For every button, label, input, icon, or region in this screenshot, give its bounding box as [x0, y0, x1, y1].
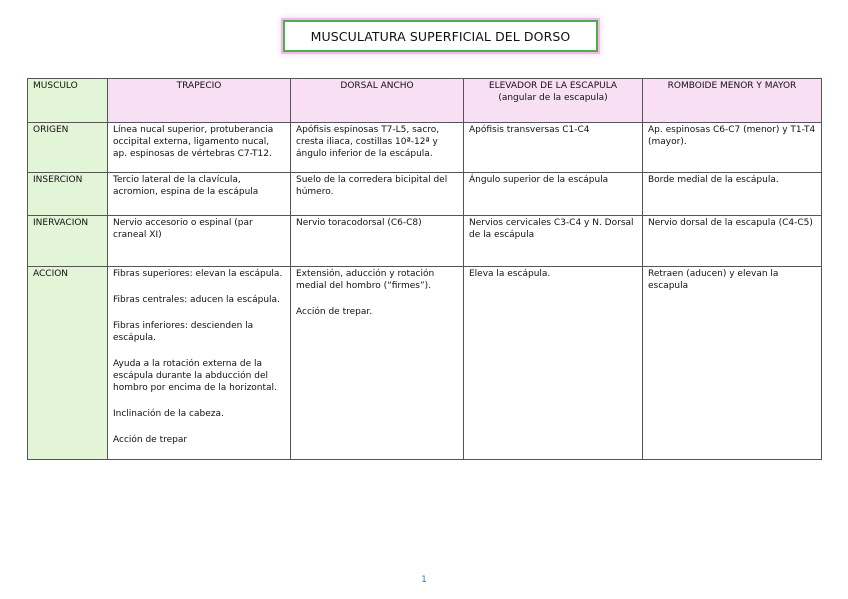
column-subtitle: (angular de la escapula): [498, 93, 608, 103]
cell-inervacion-elevador: [464, 216, 643, 267]
cell-text: Fibras superiores: elevan la escápula.: [113, 269, 283, 279]
header-dorsal-ancho: [291, 79, 464, 123]
header-elevador-escapula: [464, 79, 643, 123]
cell-insercion-romboides: [643, 173, 822, 216]
cell-origen-dorsal: [291, 123, 464, 173]
cell-text: Ap. espinosas C6-C7 (menor) y T1-T4 (mayor).: [648, 125, 816, 147]
cell-inervacion-romboides: [643, 216, 822, 267]
cell-text: Fibras centrales: aducen la escápula.: [113, 295, 280, 305]
row-label-inervacion: INERVACION: [28, 216, 108, 267]
table-header-row: [28, 79, 822, 123]
cell-inervacion-trapecio: [108, 216, 291, 267]
cell-text: Ángulo superior de la escápula: [469, 175, 609, 185]
header-trapecio: [108, 79, 291, 123]
muscle-table: [27, 78, 822, 460]
table-row-origen: [28, 123, 822, 173]
cell-text: Apófisis espinosas T7-L5, sacro, cresta iliaca, costillas 10ª-12ª y ángulo inferior de la escápula.: [296, 125, 440, 159]
cell-accion-dorsal: [291, 267, 464, 460]
cell-origen-elevador: [464, 123, 643, 173]
cell-accion-elevador: [464, 267, 643, 460]
document-title: MUSCULATURA SUPERFICIAL DEL DORSO: [283, 20, 598, 52]
column-title: ROMBOIDE MENOR Y MAYOR: [667, 81, 797, 91]
cell-text: Retraen (aducen) y elevan la escapula: [648, 269, 779, 291]
table-row-accion: [28, 267, 822, 460]
cell-text: Extensión, aducción y rotación medial del hombro (“firmes”).: [296, 269, 435, 291]
cell-origen-romboides: [643, 123, 822, 173]
row-label-origen: ORIGEN: [28, 123, 108, 173]
column-title: DORSAL ANCHO: [340, 81, 414, 91]
cell-text: Nervio dorsal de la escapula (C4-C5): [648, 218, 813, 228]
column-title: TRAPECIO: [176, 81, 222, 91]
cell-insercion-dorsal: [291, 173, 464, 216]
cell-insercion-trapecio: [108, 173, 291, 216]
cell-accion-trapecio: [108, 267, 291, 460]
cell-text: Nervio toracodorsal (C6-C8): [296, 218, 422, 228]
table-row-insercion: [28, 173, 822, 216]
cell-text: Tercio lateral de la clavícula, acromion, espina de la escápula: [113, 175, 259, 197]
cell-text: Eleva la escápula.: [469, 269, 551, 279]
cell-origen-trapecio: [108, 123, 291, 173]
cell-text: Ayuda a la rotación externa de la escápula durante la abducción del hombro por encima de la horizontal.: [113, 359, 277, 393]
row-label-accion: ACCION: [28, 267, 108, 460]
cell-insercion-elevador: [464, 173, 643, 216]
page-number: 1: [421, 575, 427, 585]
cell-text: Fibras inferiores: descienden la escápula.: [113, 321, 254, 343]
table-row-inervacion: [28, 216, 822, 267]
cell-text: Nervio accesorio o espinal (par craneal XI): [113, 218, 253, 240]
cell-text: Suelo de la corredera bicipital del húmero.: [296, 175, 448, 197]
cell-accion-romboides: [643, 267, 822, 460]
column-title: ELEVADOR DE LA ESCAPULA: [488, 81, 618, 91]
cell-inervacion-dorsal: [291, 216, 464, 267]
header-romboides: [643, 79, 822, 123]
cell-text: Acción de trepar: [113, 435, 188, 445]
cell-text: Borde medial de la escápula.: [648, 175, 779, 185]
cell-text: Apófisis transversas C1-C4: [469, 125, 590, 135]
cell-text: Inclinación de la cabeza.: [113, 409, 224, 419]
cell-text: Acción de trepar.: [296, 307, 373, 317]
row-label-insercion: INSERCION: [28, 173, 108, 216]
header-musculo: MUSCULO: [28, 79, 108, 123]
cell-text: Línea nucal superior, protuberancia occipital externa, ligamento nucal, ap. espinosas de vértebras C7-T12.: [113, 125, 274, 159]
cell-text: Nervios cervicales C3-C4 y N. Dorsal de la escápula: [469, 218, 634, 240]
